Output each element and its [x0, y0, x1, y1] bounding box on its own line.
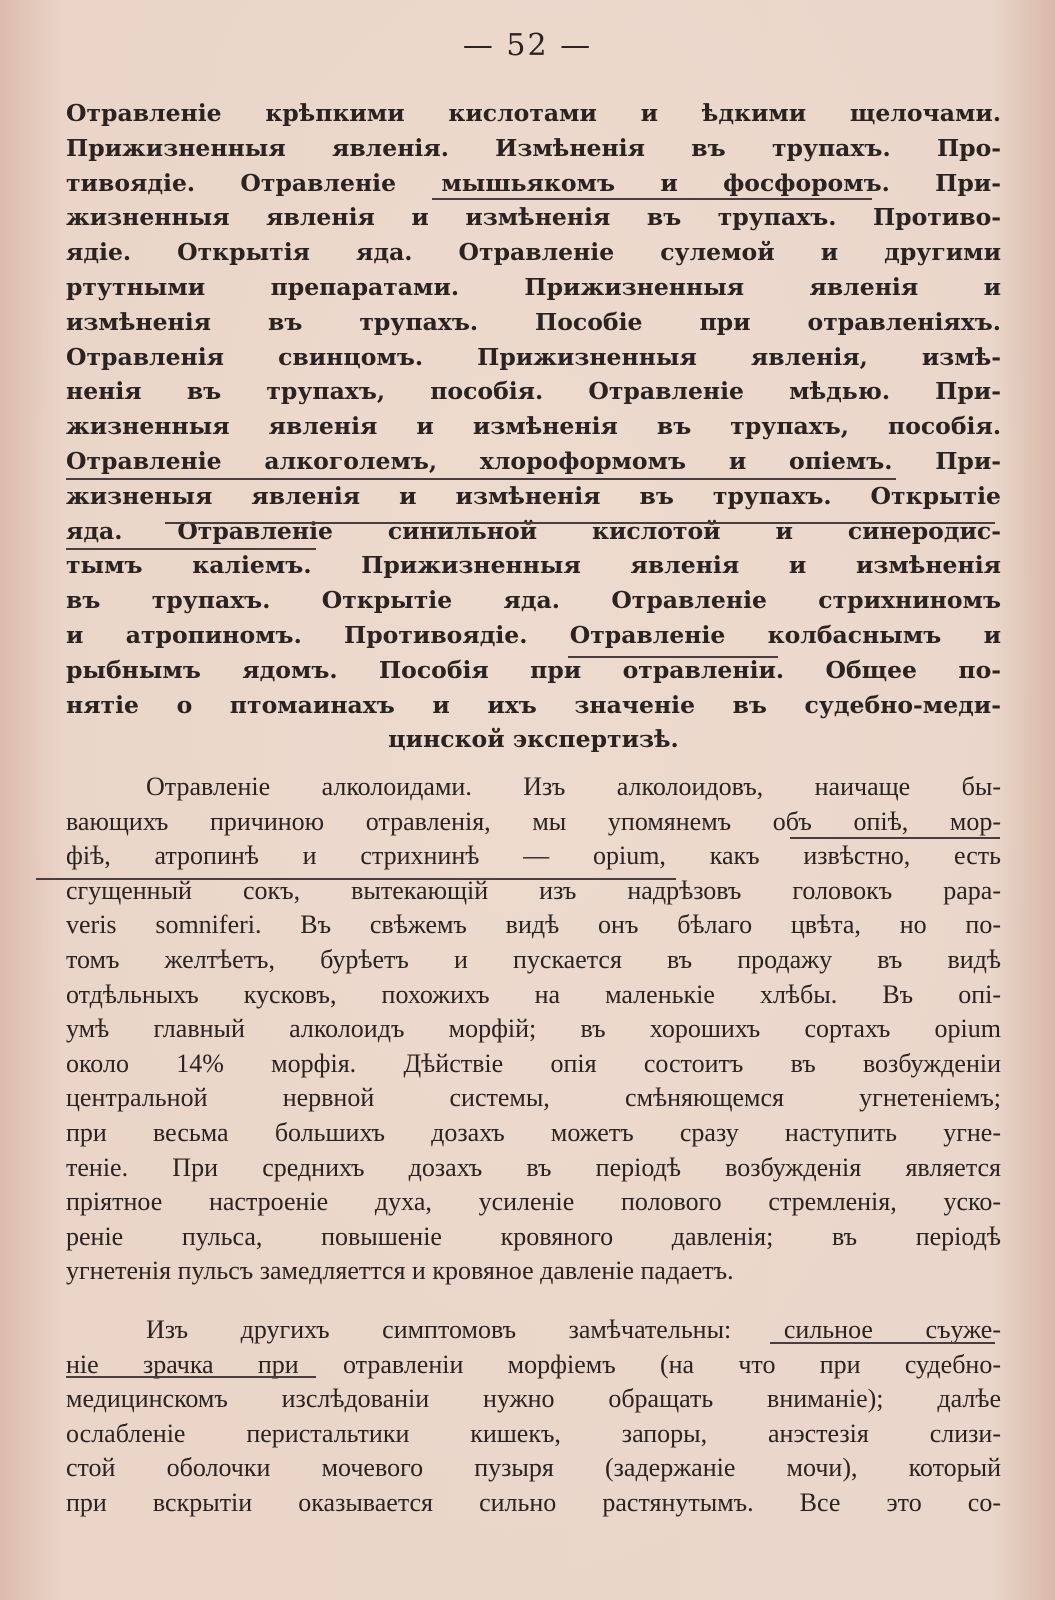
summary-line: жизненныя явленія и измѣненія въ трупахъ, пособія.	[66, 412, 1001, 441]
pen-underline	[770, 1342, 995, 1344]
chapter-summary	[66, 96, 1001, 757]
text-line: умѣ главный алколоидъ морфій; въ хорошихъ сортахъ opium	[66, 1014, 1001, 1044]
summary-line: цинской экспертизѣ.	[388, 725, 679, 754]
summary-line: ненія въ трупахъ, пособія. Отравленіе мѣдью. При-	[66, 377, 1001, 406]
text-line: сгущенный сокъ, вытекающій изъ надрѣзовъ головокъ papa-	[66, 875, 1001, 905]
paragraph-gap	[66, 1289, 1001, 1313]
summary-line: въ трупахъ. Открытіе яда. Отравленіе стрихниномъ	[66, 586, 1001, 615]
text-line: ослабленіе перистальтики кишекъ, запоры, анэстезія слизи-	[66, 1418, 1001, 1448]
paragraph	[66, 770, 1001, 1289]
pen-underline	[66, 478, 896, 480]
pen-underline	[165, 522, 995, 524]
summary-line: нятіе о птомаинахъ и ихъ значеніе въ судебно-меди-	[66, 690, 1001, 719]
text-line: ніе зрачка при отравленіи морфіемъ (на что при судебно-	[66, 1349, 1001, 1379]
pen-underline	[568, 656, 778, 658]
pen-underline	[36, 878, 676, 880]
text-line: фіѣ, атропинѣ и стрихнинѣ — opium, какъ извѣстно, есть	[66, 841, 1001, 871]
text-line: медицинскомъ изслѣдованіи нужно обращать вниманіе); далѣе	[66, 1384, 1001, 1414]
text-line: Отравленіе алколоидами. Изъ алколоидовъ, наичаще бы-	[146, 772, 1001, 801]
pen-underline	[66, 548, 316, 550]
page-number: — 52 —	[462, 28, 593, 63]
text-line: теніе. При среднихъ дозахъ въ періодѣ возбужденія является	[66, 1152, 1001, 1182]
pen-underline	[432, 198, 872, 200]
pen-underline	[790, 837, 1000, 839]
summary-line: измѣненія въ трупахъ. Пособіе при отравленіяхъ.	[66, 307, 1001, 336]
text-line: пріятное настроеніе духа, усиленіе полового стремленія, уско-	[66, 1187, 1001, 1217]
summary-line: Прижизненныя явленія. Измѣненія въ трупахъ. Про-	[66, 133, 1001, 162]
summary-line: тымъ каліемъ. Прижизненныя явленія и измѣненія	[66, 551, 1001, 580]
text-line: при вскрытіи оказывается сильно растянутымъ. Все это со-	[66, 1487, 1001, 1517]
summary-line: Отравленіе алкоголемъ, хлороформомъ и опіемъ. При-	[66, 446, 1001, 475]
summary-line: ртутными препаратами. Прижизненныя явленія и	[66, 272, 1001, 301]
text-line: отдѣльныхъ кусковъ, похожихъ на маленькіе хлѣбы. Въ опі-	[66, 979, 1001, 1009]
paragraph	[66, 1313, 1001, 1521]
text-line: центральной нервной системы, смѣняющемся угнетеніемъ;	[66, 1083, 1001, 1113]
text-line: угнетенія пульсъ замедляеттся и кровяное давленіе падаетъ.	[66, 1256, 734, 1286]
summary-line: тивоядіе. Отравленіе мышьякомъ и фосфоромъ. При-	[66, 168, 1001, 197]
text-line: реніе пульса, повышеніе кровяного давленія; въ періодѣ	[66, 1221, 1001, 1251]
text-line: стой оболочки мочевого пузыря (задержаніе мочи), который	[66, 1453, 1001, 1483]
text-line: около 14% морфія. Дѣйствіе опія состоитъ въ возбужденіи	[66, 1048, 1001, 1078]
text-line: Изъ другихъ симптомовъ замѣчательны: сильное съуже-	[146, 1314, 1001, 1344]
text-line: вающихъ причиною отравленія, мы упомянемъ объ опіѣ, мор-	[66, 806, 1001, 836]
summary-line: Отравленіе крѣпкими кислотами и ѣдкими щелочами.	[66, 99, 1001, 127]
text-line: при весьма большихъ дозахъ можетъ сразу наступить угне-	[66, 1117, 1001, 1147]
text-line: томъ желтѣетъ, бурѣетъ и пускается въ продажу въ видѣ	[66, 944, 1001, 974]
pen-underline	[66, 1376, 316, 1378]
summary-line: ядіе. Открытія яда. Отравленіе сулемой и другими	[66, 238, 1001, 267]
summary-line: Отравленія свинцомъ. Прижизненныя явленія, измѣ-	[66, 342, 1001, 371]
summary-line: яда. Отравленіе синильной кислотой и синеродис-	[66, 516, 1001, 545]
text-line: veris somniferi. Въ свѣжемъ видѣ онъ бѣлаго цвѣта, но по-	[66, 910, 1001, 940]
summary-line: и атропиномъ. Противоядіе. Отравленіе колбаснымъ и	[66, 620, 1001, 649]
summary-line: жизненыя явленія и измѣненія въ трупахъ. Открытіе	[66, 481, 1001, 510]
summary-line: рыбнымъ ядомъ. Пособія при отравленіи. Общее по-	[66, 655, 1001, 684]
body-text	[66, 770, 1001, 1520]
summary-line: жизненныя явленія и измѣненія въ трупахъ. Противо-	[66, 203, 1001, 232]
